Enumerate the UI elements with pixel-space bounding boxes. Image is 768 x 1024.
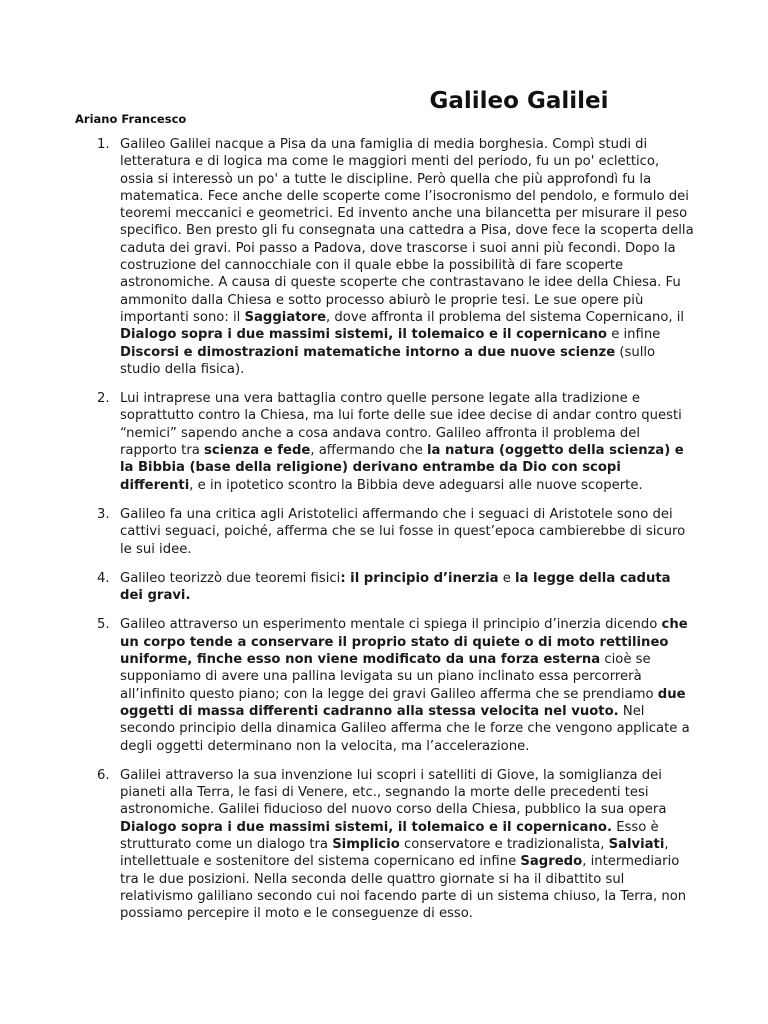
text-segment: , intellettuale e sostenitore del sistema copernicano ed infine bbox=[120, 836, 669, 870]
text-segment: conservatore e tradizionalista, bbox=[399, 836, 609, 852]
list-item bbox=[0, 136, 768, 378]
text-segment: , e in ipotetico scontro la Bibbia deve adeguarsi alle nuove scoperte. bbox=[189, 477, 643, 493]
bold-text: Dialogo sopra i due massimi sistemi, il tolemaico e il copernicano. bbox=[120, 819, 613, 835]
list-item-number: 4. bbox=[97, 570, 110, 586]
list-item-number: 1. bbox=[97, 137, 110, 152]
list-item bbox=[0, 506, 768, 558]
bold-text: la natura (oggetto della scienza) e la Bibbia (base della religione) derivano entrambe da Dio con scopi differenti bbox=[120, 443, 684, 493]
bold-text: scienza e fede bbox=[204, 443, 311, 459]
text-segment: , dove affronta il problema del sistema Copernicano, il bbox=[326, 309, 685, 325]
text-segment: , intermediario tra le due posizioni. Nella seconda delle quattro giornate si ha il dibattito sul relativismo galiliano secondo cui noi facendo parte di un sistema chiuso, la Terra, non possiamo percepire il moto e le conseguenze di esso. bbox=[120, 854, 687, 922]
text-segment: e infine bbox=[607, 327, 661, 343]
list-item-number: 6. bbox=[97, 767, 110, 783]
text-segment: Galileo teorizzò due teoremi fisici bbox=[120, 570, 341, 586]
bold-text: che un corpo tende a conservare il proprio stato di quiete o di moto rettilineo uniforme, finche esso non viene modificato da una forza esterna bbox=[120, 617, 688, 668]
bold-text: Sagredo bbox=[520, 854, 583, 870]
text-segment: , affermando che bbox=[310, 443, 428, 459]
text-segment: (sullo studio della fisica). bbox=[120, 344, 656, 377]
text-segment: Lui intraprese una vera battaglia contro quelle persone legate alla tradizione e soprattutto contro la Chiesa, ma lui forte delle sue idee decise di andar contro questi “nemici” sapendo anche a cosa andava contro. Galileo affronta il problema del rapporto tra bbox=[120, 391, 682, 459]
text-segment: cioè se supponiamo di avere una pallina levigata su un piano inclinato essa percorrerà all’infinito questo piano; con la legge dei gravi Galileo afferma che se prendiamo bbox=[120, 652, 658, 702]
text-segment: Esso è strutturato come un dialogo tra bbox=[120, 819, 659, 852]
bold-text: Salviati bbox=[608, 836, 665, 852]
bold-text: Discorsi e dimostrazioni matematiche intorno a due nuove scienze bbox=[120, 344, 616, 360]
list-item bbox=[0, 390, 768, 494]
text-segment: e bbox=[498, 570, 516, 586]
text-segment: Galileo Galilei nacque a Pisa da una famiglia di media borghesia. Compì studi di letteratura e di logica ma come le maggiori menti del periodo, fu un po' eclettico, ossia si interessò un po' a tutte le discipline. Però quella che più approfondì fu la matematica. Fece anche delle scoperte come l’isocronismo del pendolo, e formulo dei teoremi meccanici e geometrici. Ed invento anche una bilancetta per misurare il peso specifico. Ben presto gli fu consegnata una cattedra a Pisa, dove fece la scoperta della caduta dei gravi. Poi passo a Padova, dove trascorse i suoi anni più fecondi. Dopo la costruzione del cannocchiale con il quale ebbe la possibilità di fare scoperte astronomiche. A causa di queste scoperte che contrastavano le idee della Chiesa. Fu ammonito dalla Chiesa e sotto processo abiurò le proprie tesi. Le sue opere più importanti sono: il bbox=[120, 137, 694, 325]
list-item bbox=[0, 570, 768, 605]
list-item-number: 3. bbox=[97, 506, 110, 522]
bold-text: : il principio d’inerzia bbox=[340, 570, 499, 586]
list-item bbox=[0, 616, 768, 754]
list-item bbox=[0, 767, 768, 923]
bold-text: Simplicio bbox=[332, 836, 400, 852]
document-title: Galileo Galilei bbox=[429, 88, 609, 114]
bold-text: la legge della caduta dei gravi. bbox=[120, 570, 671, 604]
list-item-number: 5. bbox=[97, 617, 110, 633]
bold-text: Dialogo sopra i due massimi sistemi, il tolemaico e il copernicano bbox=[120, 327, 607, 343]
author-name: Ariano Francesco bbox=[75, 112, 187, 126]
text-segment: Galilei attraverso la sua invenzione lui scopri i satelliti di Giove, la somiglianza dei pianeti alla Terra, le fasi di Venere, etc., segnando la morte delle precedenti tesi astronomiche. Galilei fiducioso del nuovo corso della Chiesa, pubblico la sua opera bbox=[120, 767, 667, 818]
list-item-number: 2. bbox=[97, 391, 110, 407]
text-segment: Galileo fa una critica agli Aristotelici affermando che i seguaci di Aristotele sono dei cattivi seguaci, poiché, afferma che se lui fosse in quest’epoca cambierebbe di sicuro le sui idee. bbox=[120, 506, 686, 557]
numbered-list bbox=[0, 136, 768, 934]
bold-text: Saggiatore bbox=[244, 309, 327, 325]
text-segment: Nel secondo principio della dinamica Galileo afferma che le forze che vengono applicate a degli oggetti determinano non la velocita, ma l’accelerazione. bbox=[120, 703, 690, 754]
text-segment: Galileo attraverso un esperimento mentale ci spiega il principio d’inerzia dicendo bbox=[120, 617, 662, 633]
bold-text: due oggetti di massa differenti cadranno alla stessa velocita nel vuoto. bbox=[120, 686, 686, 719]
